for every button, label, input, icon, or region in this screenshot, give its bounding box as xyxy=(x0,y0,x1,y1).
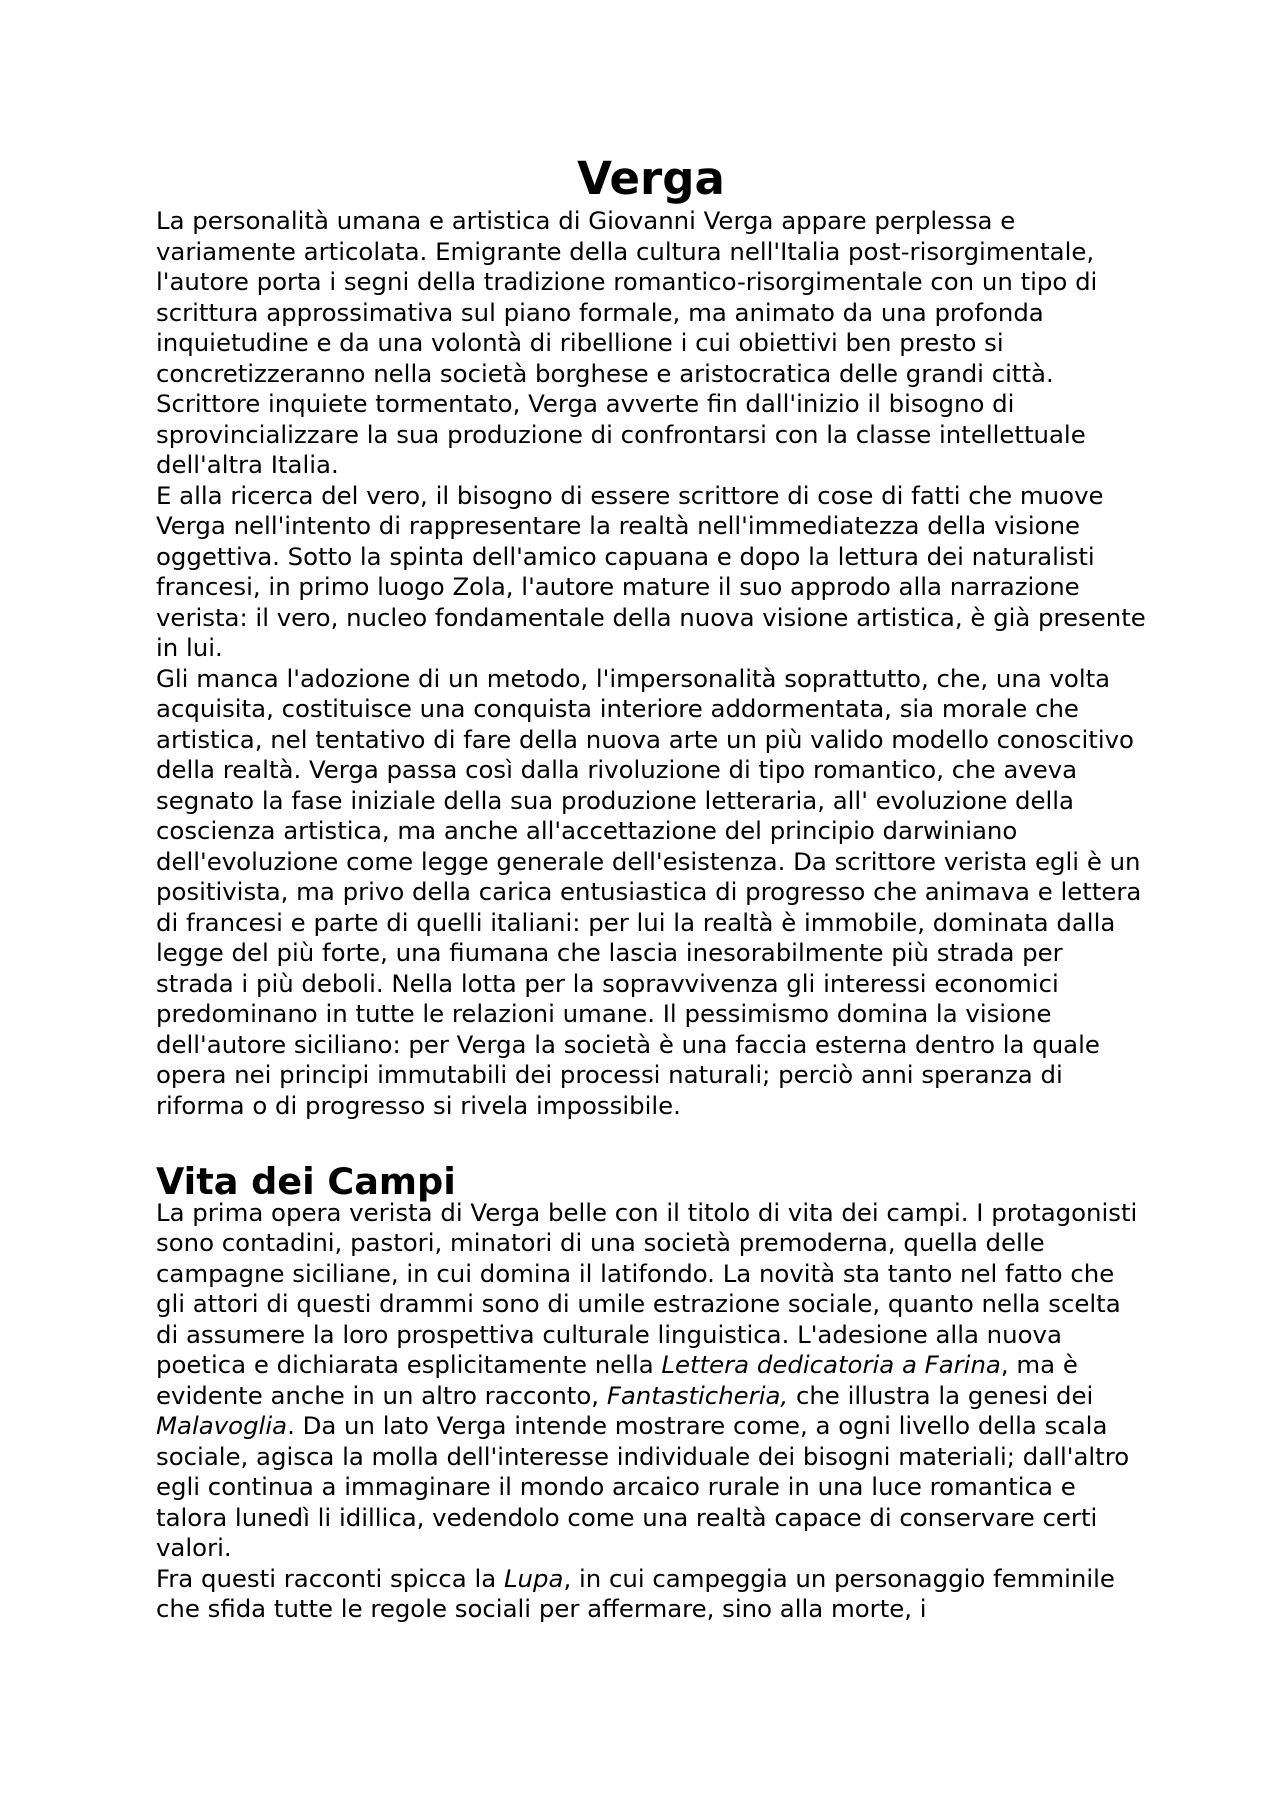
italic-title-fantasticheria: Fantasticheria, xyxy=(606,1380,789,1410)
italic-title-lupa: Lupa xyxy=(503,1563,564,1593)
text-run: , in cui campeggia un personaggio femminile che sfida tutte le regole sociali per affermare, sino alla morte, i xyxy=(156,1563,1115,1623)
intro-paragraph-2: E alla ricerca del vero, il bisogno di essere scrittore di cose di fatti che muove Verga nell'intento di rappresentare la realtà nell'immediatezza della visione oggettiva. Sotto la spinta dell'amico capuana e dopo la lettura dei naturalisti francesi, in primo luogo Zola, l'autore mature il suo approdo alla narrazione verista: il vero, nucleo fondamentale della nuova visione artistica, è già presente in lui. xyxy=(156,480,1146,662)
section-paragraph-1 xyxy=(156,1198,1146,1564)
italic-title-lettera: Lettera dedicatoria a Farina xyxy=(661,1350,1001,1379)
text-run: Fra questi racconti spicca la xyxy=(156,1563,504,1593)
intro-paragraph-1: La personalità umana e artistica di Giovanni Verga appare perplessa e variamente articolata. Emigrante della cultura nell'Italia post-risorgimentale, l'autore porta i segni della tradizione romantico-risorgimentale con un tipo di scrittura approssimativa sul piano formale, ma animato da una profonda inquietudine e da una volontà di ribellione i cui obiettivi ben presto si concretizzeranno nella società borghese e aristocratica delle grandi città. Scrittore inquiete tormentato, Verga avverte fin dall'inizio il bisogno di sprovincializzare la sua produzione di confrontarsi con la classe intellettuale dell'altra Italia. xyxy=(156,206,1098,479)
intro-paragraph-3: Gli manca l'adozione di un metodo, l'impersonalità soprattutto, che, una volta acquisita, costituisce una conquista interiore addormentata, sia morale che artistica, nel tentativo di fare della nuova arte un più valido modello conoscitivo della realtà. Verga passa così dalla rivoluzione di tipo romantico, che aveva segnato la fase iniziale della sua produzione letteraria, all' evoluzione della coscienza artistica, ma anche all'accettazione del principio darwiniano dell'evoluzione come legge generale dell'esistenza. Da scrittore verista egli è un positivista, ma privo della carica entusiastica di progresso che animava e lettera di francesi e parte di quelli italiani: per lui la realtà è immobile, dominata dalla legge del più forte, una fiumana che lascia inesorabilmente più strada per strada i più deboli. Nella lotta per la sopravvivenza gli interessi economici predominano in tutte le relazioni umane. Il pessimismo domina la visione dell'autore siciliano: per Verga la società è una faccia esterna dentro la quale opera nei principi immutabili dei processi naturali; perciò anni speranza di riforma o di progresso si rivela impossibile. xyxy=(156,663,1142,1120)
text-run: La prima opera verista di Verga belle con il titolo di vita dei campi. I protagonisti sono contadini, pastori, minatori di una società premoderna, quella delle campagne siciliane, in cui domina il latifondo. La novità sta tanto nel fatto che gli attori di questi drammi sono di umile estrazione sociale, quanto nella scelta di assumere la loro prospettiva culturale linguistica. L'adesione alla nuova poetica e dichiarata esplicitamente nella xyxy=(156,1197,1138,1379)
italic-title-malavoglia: Malavoglia xyxy=(156,1411,288,1440)
section-heading: Vita dei Campi xyxy=(156,1160,456,1203)
text-run: . Da un lato Verga intende mostrare come, a ogni livello della scala sociale, agisca la molla dell'interesse individuale dei bisogni materiali; dall'altro egli continua a immaginare il mondo arcaico rurale in una luce romantica e talora lunedì li idillica, vedendolo come una realtà capace di conservare certi valori. xyxy=(156,1411,1130,1562)
section-paragraph-2 xyxy=(156,1564,1146,1625)
document-page xyxy=(156,152,1146,1625)
text-run: , ma è evidente anche in un altro racconto, xyxy=(156,1350,1078,1410)
document-title: Verga xyxy=(577,152,725,205)
text-run: che illustra la genesi dei xyxy=(788,1380,1094,1410)
